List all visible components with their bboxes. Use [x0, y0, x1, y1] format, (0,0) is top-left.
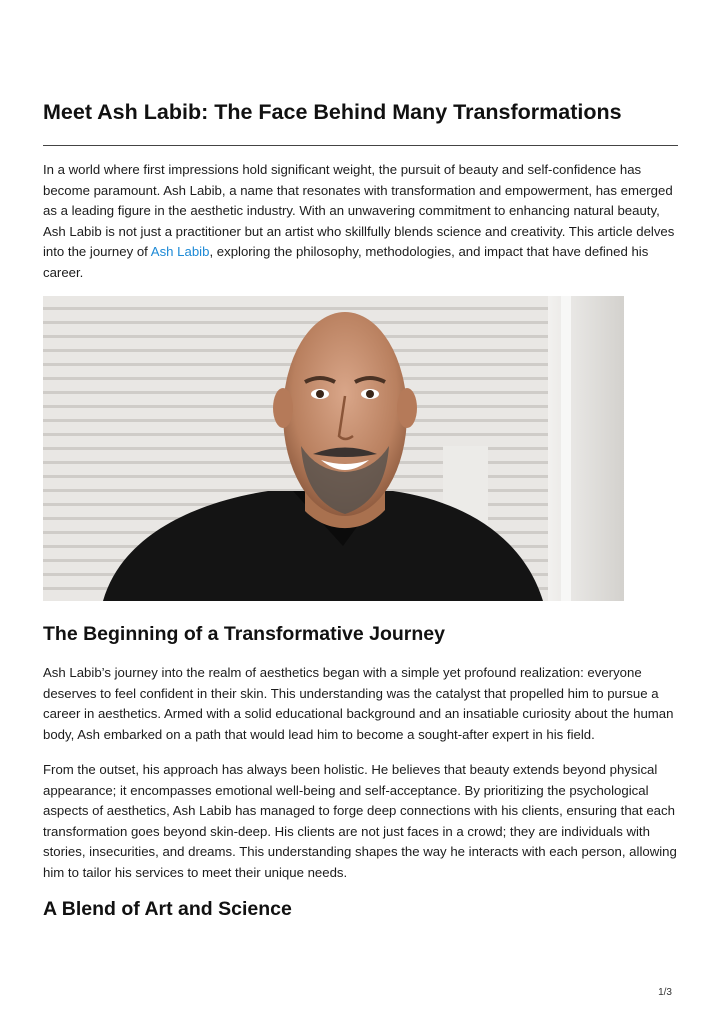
intro-text-end: , exploring the philosophy, methodologies, and impact that have defined his career.: [43, 244, 649, 280]
ash-labib-link[interactable]: Ash Labib: [150, 244, 210, 260]
section1-paragraph-2: From the outset, his approach has always been holistic. He believes that beauty extends beyond physical appearance; it encompasses emotional well-being and self-acceptance. By prioritizing the psychological aspects of aesthetics, Ash Labib has managed to forge deep connections with his clients, ensuring that each transformation goes beyond skin-deep. His clients are not just faces in a crowd; they are individuals with stories, insecurities, and dreams. This understanding shapes the way he interacts with each person, allowing him to tailor his services to meet their unique needs.: [43, 762, 677, 880]
section1-paragraph-1: Ash Labib’s journey into the realm of aesthetics began with a simple yet profound realization: everyone deserves to feel confident in their skin. This understanding was the catalyst that propelled him to pursue a career in aesthetics. Armed with a solid educational background and an insatiable curiosity about the human body, Ash embarked on a path that would lead him to become a sought-after expert in his field.: [43, 665, 674, 742]
section-heading-art-science: A Blend of Art and Science: [43, 898, 292, 920]
intro-paragraph: [43, 160, 683, 284]
article-title: Meet Ash Labib: The Face Behind Many Transformations: [43, 100, 622, 124]
page-number: 1/3: [658, 987, 672, 998]
section-heading-beginning: The Beginning of a Transformative Journey: [43, 623, 445, 645]
title-divider: [43, 145, 678, 146]
portrait-photo: [43, 296, 624, 601]
intro-text-start: In a world where first impressions hold significant weight, the pursuit of beauty and self-confidence has become paramount. Ash Labib, a name that resonates with transformation and empowerment, has emerged as a leading figure in the aesthetic industry. With an unwavering commitment to enhancing natural beauty, Ash Labib is not just a practitioner but an artist who skillfully blends science and creativity. This article delves into the journey of: [43, 162, 675, 260]
